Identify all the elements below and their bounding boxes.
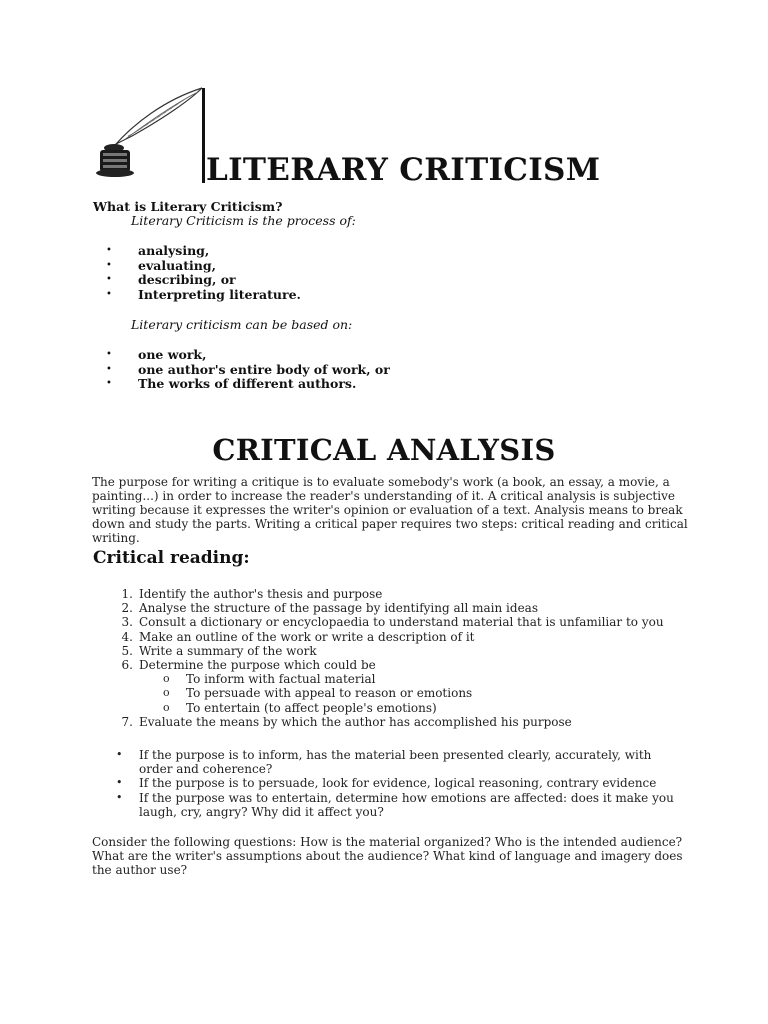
list-item: • If the purpose was to entertain, determine how emotions are affected: does it make you laugh, cry, angry? Why did it affect you?: [106, 791, 682, 819]
item-number: 7.: [121, 714, 133, 729]
item-number: 2.: [121, 601, 133, 616]
closing-paragraph: Consider the following questions: How is the material organized? Who is the intended audience? What are the writer's assumptions about the audience? What kind of language and imagery does the author use?: [92, 835, 683, 877]
purpose-sublist: [139, 672, 686, 715]
list-item: • If the purpose is to persuade, look for evidence, logical reasoning, contrary evidence: [106, 776, 682, 790]
critical-analysis-paragraph: The purpose for writing a critique is to evaluate somebody's work (a book, an essay, a movie, a painting...) in order to increase the reader's understanding of it. A critical analysis is subjective writing because it expresses the writer's opinion or evaluation of a text. Analysis means to break down and study the parts. Writing a critical paper requires two steps: critical reading and critical writing.: [92, 475, 688, 545]
item-number: 4.: [121, 629, 133, 644]
list-item: • one author's entire body of work, or: [106, 363, 390, 378]
list-item: [106, 630, 686, 644]
item-number: 6.: [121, 658, 133, 673]
item-number: 1.: [121, 587, 133, 601]
item-number: 3.: [121, 615, 133, 630]
item-text: Make an outline of the work or write a description of it: [139, 629, 475, 644]
section-heading-critical-analysis: CRITICAL ANALYSIS: [212, 433, 556, 467]
list-item: • one work,: [106, 348, 390, 363]
list-item: o To inform with factual material: [139, 672, 686, 686]
inkwell-quill-icon: [94, 86, 208, 182]
intro-text: Literary Criticism is the process of:: [131, 213, 356, 228]
item-text: Analyse the structure of the passage by identifying all main ideas: [139, 601, 538, 616]
list-item: • Interpreting literature.: [106, 288, 301, 303]
item-text: Write a summary of the work: [139, 643, 317, 658]
steps-list: [106, 587, 686, 729]
item-text: Determine the purpose which could be: [139, 658, 376, 673]
process-list: [106, 244, 301, 302]
list-item: • analysing,: [106, 244, 301, 259]
list-item: [106, 715, 686, 729]
question-heading: What is Literary Criticism?: [93, 199, 283, 214]
list-item: [106, 587, 686, 601]
list-item: o To persuade with appeal to reason or emotions: [139, 686, 686, 700]
item-text: Evaluate the means by which the author has accomplished his purpose: [139, 714, 572, 729]
evaluation-questions-list: [106, 748, 682, 819]
based-on-list: [106, 348, 390, 392]
title-rule: [202, 88, 205, 183]
list-item: • describing, or: [106, 273, 301, 288]
item-number: 5.: [121, 643, 133, 658]
based-on-text: Literary criticism can be based on:: [131, 317, 353, 332]
section-heading-critical-reading: Critical reading:: [93, 548, 250, 568]
item-text: Identify the author's thesis and purpose: [139, 587, 383, 601]
list-item: [106, 644, 686, 658]
page-title: LITERARY CRITICISM: [206, 152, 601, 188]
list-item: [106, 615, 686, 629]
list-item: • The works of different authors.: [106, 377, 390, 392]
list-item: o To entertain (to affect people's emotions): [139, 701, 686, 715]
list-item: • If the purpose is to inform, has the material been presented clearly, accurately, with order and coherence?: [106, 748, 682, 776]
list-item: [106, 601, 686, 615]
list-item: • evaluating,: [106, 259, 301, 274]
item-text: Consult a dictionary or encyclopaedia to understand material that is unfamiliar to you: [139, 615, 664, 630]
list-item: [106, 658, 686, 715]
